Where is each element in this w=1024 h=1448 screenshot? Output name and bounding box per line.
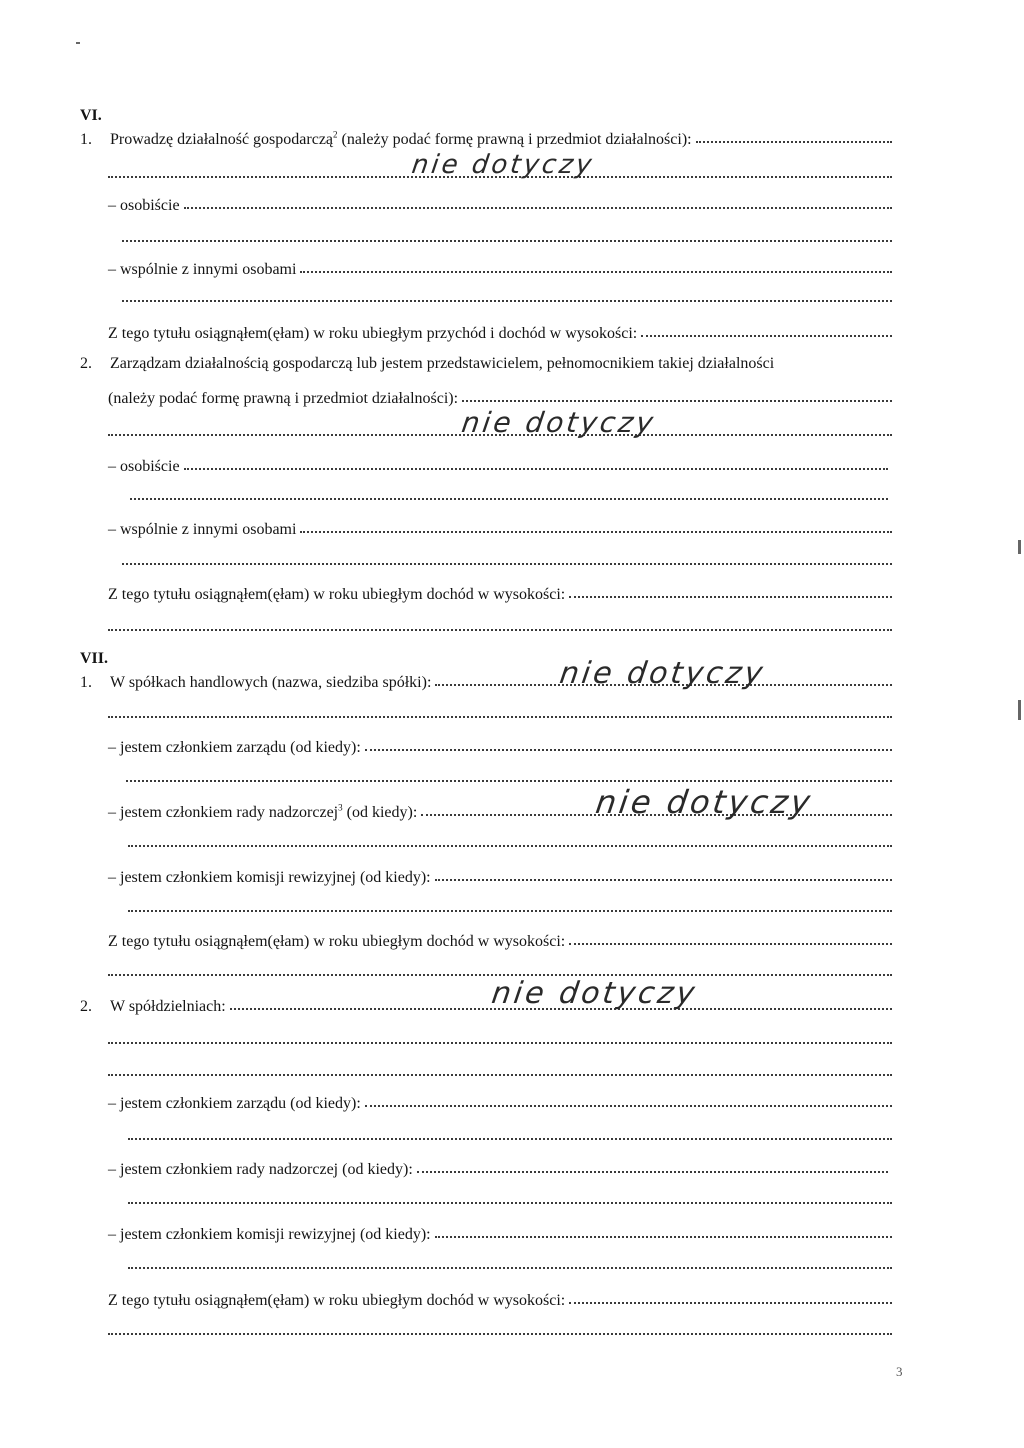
field-label: – jestem członkiem zarządu (od kiedy): <box>108 739 361 756</box>
item-number: 2. <box>80 998 92 1015</box>
scan-speck <box>1018 700 1021 720</box>
question-text: (należy podać formę prawną i przedmiot działalności): <box>108 390 459 407</box>
fill-line <box>462 386 892 402</box>
field-label: Z tego tytułu osiągnąłem(ęłam) w roku ubiegłym dochód w wysokości: <box>108 933 566 950</box>
question-text: W spółdzielniach: <box>110 998 226 1015</box>
field-label: Z tego tytułu osiągnąłem(ęłam) w roku ubiegłym dochód w wysokości: <box>108 586 566 603</box>
section-vi-heading: VI. <box>80 107 102 124</box>
scan-speck <box>1018 540 1021 554</box>
fill-line <box>108 1331 892 1335</box>
vii-2-komisja <box>108 1223 892 1245</box>
fill-line <box>108 714 892 718</box>
vi-1-osobiscie <box>108 194 892 216</box>
fill-line <box>365 735 892 751</box>
question-text: Prowadzę działalność gospodarczą$^2$ (należy podać formę prawną i przedmiot działalności): <box>110 129 692 148</box>
fill-line <box>122 298 892 302</box>
vii-2-income <box>108 1289 892 1311</box>
fill-line <box>365 1091 892 1107</box>
vii-2-question <box>80 995 892 1017</box>
vii-1-komisja <box>108 866 892 888</box>
fill-line <box>641 321 892 337</box>
handwritten-answer: nie dotyczy <box>489 976 700 1011</box>
vi-1-income <box>108 322 892 344</box>
footnote-ref: 3 <box>338 802 343 813</box>
fill-line <box>128 1136 892 1140</box>
field-label: – jestem członkiem komisji rewizyjnej (od kiedy): <box>108 869 431 886</box>
fill-line <box>435 865 892 881</box>
field-label: – jestem członkiem zarządu (od kiedy): <box>108 1095 361 1112</box>
fill-line <box>569 1288 892 1304</box>
fill-line <box>300 257 892 273</box>
item-number: 1. <box>80 131 92 148</box>
handwritten-answer: nie dotyczy <box>459 406 659 439</box>
fill-line <box>108 627 892 631</box>
field-label: – jestem członkiem rady nadzorczej (od kiedy): <box>108 1161 413 1178</box>
field-label: – jestem członkiem komisji rewizyjnej (od kiedy): <box>108 1226 431 1243</box>
field-label: – wspólnie z innymi osobami <box>108 261 297 278</box>
field-label: Z tego tytułu osiągnąłem(ęłam) w roku ubiegłym przychód i dochód w wysokości: <box>108 325 638 342</box>
vi-2-osobiscie <box>108 455 888 477</box>
fill-line <box>128 1265 892 1269</box>
fill-line <box>122 238 892 242</box>
vi-1-question <box>80 128 892 150</box>
fill-line <box>126 778 892 782</box>
item-number: 1. <box>80 674 92 691</box>
vii-1-question <box>80 671 892 693</box>
vii-1-income <box>108 930 892 952</box>
fill-line <box>184 454 888 470</box>
fill-line <box>696 127 892 143</box>
fill-line <box>417 1157 888 1173</box>
section-vii-heading: VII. <box>80 650 109 667</box>
fill-line <box>122 561 892 565</box>
vii-2-rada <box>108 1158 888 1180</box>
vi-2-question <box>80 354 892 374</box>
fill-line <box>569 582 892 598</box>
vii-2-zarzad <box>108 1092 892 1114</box>
handwritten-answer: nie dotyczy <box>557 656 768 691</box>
footnote-ref: 2 <box>333 129 338 140</box>
fill-line <box>128 1200 892 1204</box>
handwritten-answer: nie dotyczy <box>593 783 816 821</box>
question-text: Zarządzam działalnością gospodarczą lub jestem przedstawicielem, pełnomocnikiem takiej działalności <box>110 355 775 372</box>
fill-line <box>300 517 892 533</box>
field-label: – wspólnie z innymi osobami <box>108 521 297 538</box>
page-number: 3 <box>896 1364 903 1379</box>
vi-1-wspolnie <box>108 258 892 280</box>
item-number: 2. <box>80 355 92 372</box>
vi-2-wspolnie <box>108 518 892 540</box>
vii-1-zarzad <box>108 736 892 758</box>
scan-speck <box>76 42 80 44</box>
fill-line <box>130 496 888 500</box>
fill-line <box>569 929 892 945</box>
fill-line <box>184 193 892 209</box>
vi-2-income <box>108 583 892 605</box>
field-label: Z tego tytułu osiągnąłem(ęłam) w roku ubiegłym dochód w wysokości: <box>108 1292 566 1309</box>
field-label: – osobiście <box>108 197 180 214</box>
handwritten-answer: nie dotyczy <box>409 150 597 180</box>
question-text: W spółkach handlowych (nazwa, siedziba spółki): <box>110 674 432 691</box>
fill-line <box>108 1040 892 1044</box>
field-label: – osobiście <box>108 458 180 475</box>
fill-line <box>435 1222 892 1238</box>
fill-line <box>108 1072 892 1076</box>
fill-line <box>128 843 892 847</box>
field-label: – jestem członkiem rady nadzorczej$^3$ (od kiedy): <box>108 802 418 821</box>
fill-line <box>128 908 892 912</box>
